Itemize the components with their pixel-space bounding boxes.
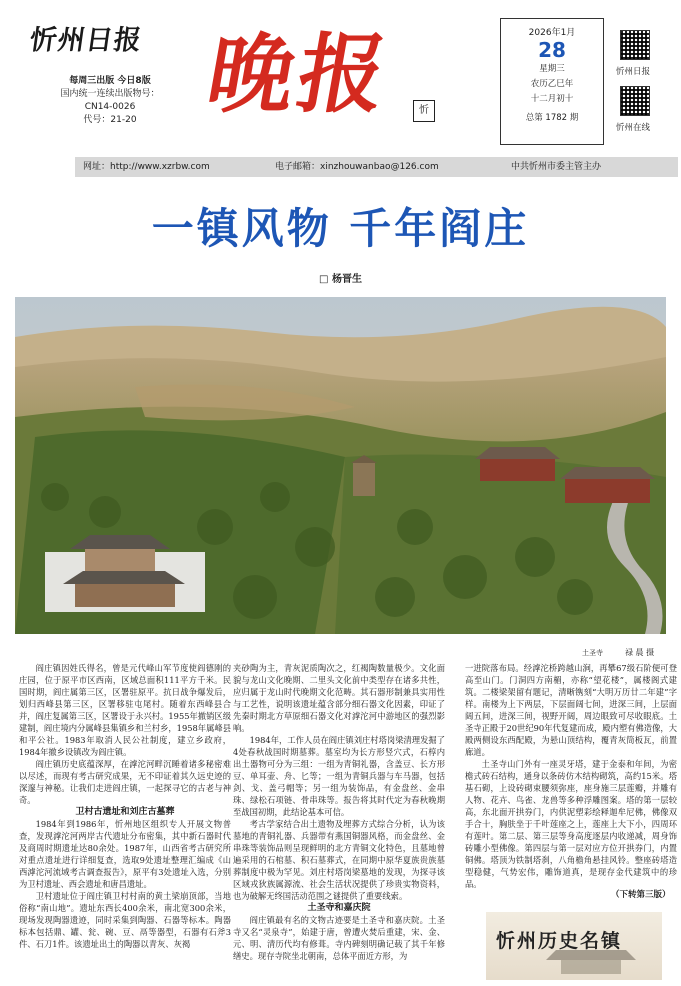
photo-credit: 禄 晨 摄 xyxy=(625,648,655,657)
date-day: 28 xyxy=(538,38,566,62)
paragraph: 1984年到1986年，忻州地区组织专人开展文物普查，发现滹沱河两岸古代遗址分布密集，其中新石器时代及商周时期遗址达80余处。1987年，山西省考古研究所对重点遗址进行详细复查，选取9处遗址整理汇编成《山西滹沱河流域考古调查报告》，原平有3处遗址入选，分别为卫村遗址、西会遗址和唐昌遗址。 xyxy=(19,819,231,889)
sponsor-text: 中共忻州市委主管主办 xyxy=(511,162,602,172)
paragraph: 1984年，工作人员在阎庄镇刘庄村塔岗梁清理发掘了4处春秋战国时期墓葬。墓室均为长方形竖穴式，石椁内出土器物可分为三组：一组为青铜礼器，含盖豆、长方形豆、单耳壶、舟、匕等；一组为青铜兵器与车马器，包括剑、戈、盖弓帽等；另一组为装饰品，有金盘丝、金串珠、绿松石项链、骨串珠等。报告将其时代定为春秋晚期至战国初期，此结论基本可信。 xyxy=(233,735,445,817)
paragraph: 阎庄镇最有名的文物古迹要是土圣寺和嘉庆院。土圣寺又名“灵泉寺”，始建于唐，曾遭火焚后重建，宋、金、元、明、清历代均有修葺。寺内碑刻明确记载了其千年修缮史。现存寺院坐北朝南，总体平面近方形，为 xyxy=(233,915,445,961)
issue-line: 代号：21-20 xyxy=(83,115,137,125)
seal-stamp: 忻 xyxy=(413,100,435,122)
masthead-title: 晚报 xyxy=(199,24,398,125)
issue-line: CN14-0026 xyxy=(84,102,136,112)
paper-name-logo: 忻州日报 xyxy=(27,25,144,56)
landscape-photo xyxy=(15,297,666,634)
headline: 一镇风物 千年阎庄 xyxy=(151,204,530,253)
date-lunar-year: 农历乙巳年 xyxy=(530,79,574,89)
date-weekday: 星期三 xyxy=(539,64,565,74)
issue-info xyxy=(20,75,200,127)
paragraph: 土圣寺山门外有一座灵牙塔，建于金泰和年间，为密檐式砖石结构，通身以条砖仿木结构砌筑，高约15米。塔基石砌，上设砖砌束腰须弥座，座身施三层莲瓣，并雕有人物、花卉、鸟雀、龙兽等多种浮雕图案。塔的第一层较高，东北面开拱券门，内供泥塑彩绘释迦牟尼佛，佛像双手合十，胸肤坐于千叶莲座之上，莲座上大下小，四周环有莲叶。第二层、第三层等身高度逐层内收递减，周身饰砖雕小型佛像。第四层与第一层对应方位开拱券门，内置铜佛。塔顶为铁制塔刹，八角檐角悬挂风铃。整座砖塔造型稳健，气势宏伟，雕饰道真，是现存金代建筑中的珍品。 xyxy=(465,759,677,889)
qr-label: 忻州在线 xyxy=(616,123,651,133)
email-text: 电子邮箱：xinzhouwanbao@126.com xyxy=(275,162,439,172)
subheading: 卫村古遗址和刘庄古墓葬 xyxy=(75,807,175,817)
article-column-2 xyxy=(233,662,445,962)
banner-title: 忻州历史名镇 xyxy=(496,930,623,952)
paragraph: 卫村遗址位于阎庄镇卫村村南的黄土梁崩顶部，当地俗称“南山地”。遗址东西长400余米，南北宽300余米，现场发现陶器遗迹，同时采集到陶器、石器等标本。陶器标本包括鼎、罐、瓮、碗、豆、鬲等器型，石器有石斧3件、石刀1件。该遗址出土的陶器以青灰、灰褐 xyxy=(19,891,231,949)
byline: □ 杨晋生 xyxy=(319,274,362,285)
paragraph: 一进院落布局。经滹沱桥跨越山涧，再攀67级石阶便可登高至山门。门洞四方南楣，亦称“望花楼”，属楼阁式建筑。二楼梁架留有题记，清晰镌刻“大明万历廿二年建”字样。南楼为上下两层，下层面阔七间，进深三间，上层面阔五间，进深三间，视野开阔，周边眼致可尽收眼底。土圣寺正殿于20世纪90年代复建而成，殿内塑有佛造像，大殿两侧设东西配殿，为悬山顶结构，覆青灰筒板瓦，前置廊道。 xyxy=(465,663,677,757)
continue-note: （下转第三版） xyxy=(611,890,671,900)
paragraph: 阎庄镇历史底蕴深厚，在滹沱河畔沉睡着诸多秘密难以尽述，而现有考古研究成果，无不印证着其久远史迹的深邃与神秘。让我们走进阎庄镇，一起探寻它的古老与神奇。 xyxy=(19,759,231,805)
date-year-month: 2026年1月 xyxy=(528,28,576,38)
paragraph: 阎庄镇因姓氏得名，曾是元代峰山军节度使阎德刚的庄园，位于原平市区西南，区域总面积111平方千米。民国时期，阎庄属第三区，区署驻原平。抗日战争爆发后，划归西峰县第三区，区署移驻屯尾村。随着东西峰县合并，阎庄复属第三区，区署设于永兴村。1955年撤销区级建制，阎庄境内分属峰县集镇乡和兰村乡，1958年属峰县和平公社。1983年取消人民公社制度，建立乡政府，1984年撤乡设镇改为阎庄镇。 xyxy=(19,663,231,757)
paragraph: 考古学家结合出土遗物及埋葬方式综合分析，认为该墓地的青铜礼器、兵器带有燕国铜器风格，而金盘丝、金串珠等装饰品则呈现鲜明的北方青铜文化特色，且墓地曾遍采用的石棺墓、积石墓葬式，在同期中原华夏族贵族墓葬制度中极为罕见。刘庄村塔岗梁墓地的发现，为探寻该区域戎狄族属源流、社会生活状况提供了珍贵实物资料，也为破解无终国活动范围之谜提供了重要线索。 xyxy=(233,819,445,901)
subheading: 土圣寺和嘉庆院 xyxy=(307,903,371,913)
info-bar xyxy=(75,157,678,177)
photo-caption: 土圣寺 xyxy=(582,649,603,657)
website-text: 网址：http://www.xzrbw.com xyxy=(83,162,210,172)
qr-code-icon xyxy=(620,86,650,116)
issue-line: 每周三出版 今日8版 xyxy=(69,76,151,86)
qr-label: 忻州日报 xyxy=(616,67,651,77)
column-banner xyxy=(486,912,662,980)
date-lunar-day: 十二月初十 xyxy=(530,94,574,104)
article-column-3 xyxy=(465,662,677,890)
paragraph: 夹砂陶为主，青灰泥质陶次之，红褐陶数量极少。文化面貌与龙山文化晚期、二里头文化前中类型存在诸多共性，应归属于龙山时代晚期文化范畴。其石器形制兼具实用性与工艺性，说明该遗址蕴含部分细石器文化因素，印证了先秦时期北方草原细石器文化对滹沱河中游地区的强烈影响。 xyxy=(233,663,445,733)
issue-total: 总第 1782 期 xyxy=(525,113,579,123)
qr-code-icon xyxy=(620,30,650,60)
article-column-1 xyxy=(19,662,231,950)
date-box xyxy=(500,18,604,145)
issue-line: 国内统一连续出版物号： xyxy=(60,89,160,99)
